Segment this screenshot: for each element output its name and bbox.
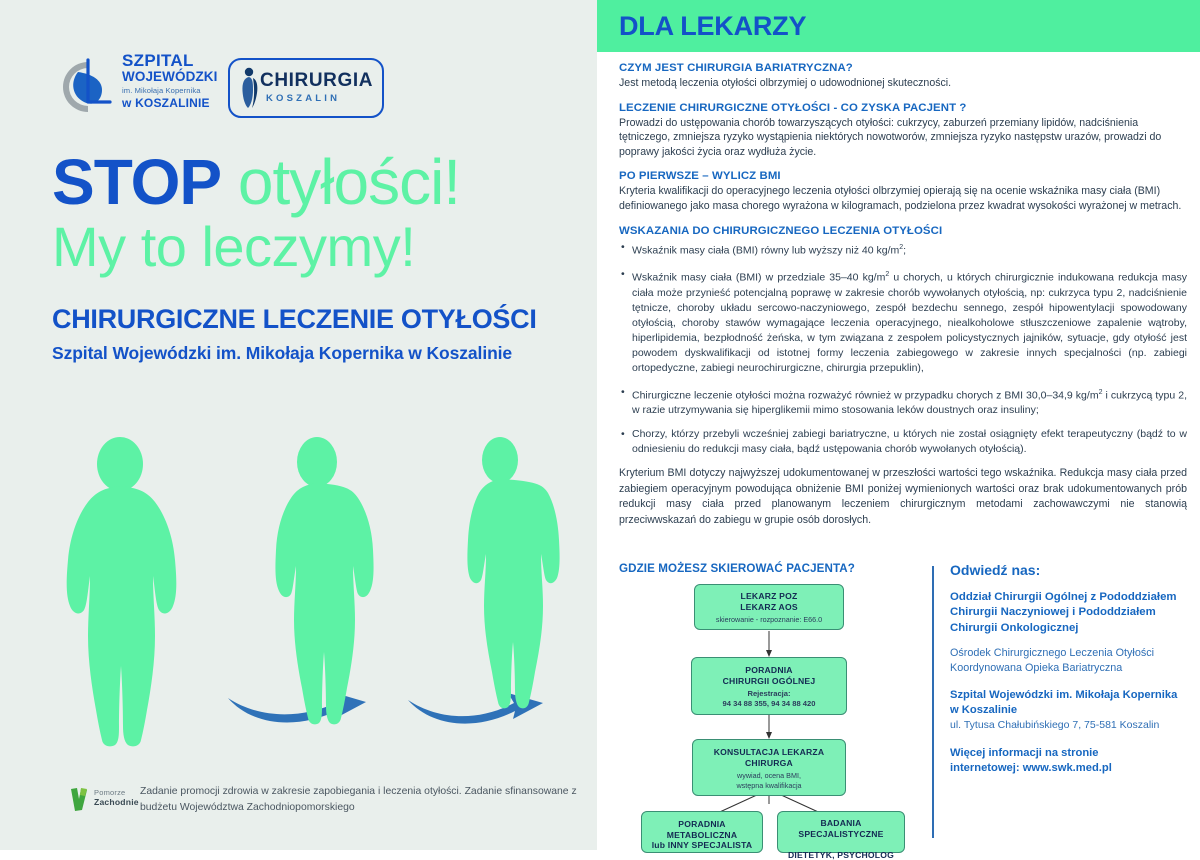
visit-address: ul. Tytusa Chałubińskiego 7, 75-581 Koszalin — [950, 719, 1160, 732]
flow-node-sub: wywiad, ocena BMI, wstępna kwalifikacja — [736, 771, 802, 790]
flow-node-konsultacja-chirurga — [692, 739, 846, 796]
indications-heading: WSKAZANIA DO CHIRURGICZNEGO LECZENIA OTYŁOŚCI — [619, 224, 943, 237]
headline-line1 — [52, 146, 592, 218]
flow-node-title: LEKARZ POZ LEKARZ AOS — [740, 591, 798, 612]
chirurgia-logo-subtitle: KOSZALIN — [266, 93, 341, 104]
visit-us-block — [932, 562, 1187, 850]
visit-website: Więcej informacji na stronie internetowej: www.swk.med.pl — [950, 747, 1112, 775]
chirurgia-logo-title: CHIRURGIA — [260, 70, 374, 91]
list-item: • Wskaźnik masy ciała (BMI) w przedziale 35–40 $kg/m^2$ u chorych, u których chirurgicznie indukowana redukcja masy ciała może przynieść potencjalną poprawę w zakresie chorób wywołanych otyłością, np: cukrzyca typu 2, nadciśnienie tętnicze, choroby układu sercowo-naczyniowego, zespół bezdechu sennego, zespół hipowentylacji spowodowany otyłością, choroby stawów wymagające leczenia operacyjnego, niealkoholowe stłuszczeniowe zapalenie wątroby, hiperlipidemia, bezpłodność żeńska, w tym związana z zespołem policystycznych jajników, sytuacje, gdy otyłość jest powodem dyskwalifikacji od istotnej formy leczenia zabiegowego w zakresie innych specjalności (np. zabiegi ortopedyczne, zabiegi neurochirurgiczne, chirurgia przepuklin), — [619, 267, 1187, 376]
chirurgia-koszalin-logo — [228, 58, 384, 118]
flow-node-poradnia-chirurgii — [691, 657, 847, 715]
flow-node-title: BADANIA SPECJALISTYCZNE DIETETYK, PSYCHOLOG — [788, 818, 894, 860]
right-panel — [597, 0, 1200, 860]
left-panel — [0, 0, 597, 850]
section-body: Jest metodą leczenia otyłości olbrzymiej o udowodnionej skuteczności. — [619, 77, 952, 89]
headline-subtitle-2: Szpital Wojewódzki im. Mikołaja Kopernika w Koszalinie — [52, 343, 513, 363]
flow-node-lekarz-poz — [694, 584, 844, 630]
body-silhouettes-graphic — [0, 430, 597, 760]
pomorze-zachodnie-logo — [68, 786, 139, 818]
flow-node-poradnia-metaboliczna — [641, 811, 763, 853]
silhouette-overweight — [275, 437, 373, 724]
section-body: Kryteria kwalifikacji do operacyjnego leczenia otyłości olbrzymiej opierają się na ocenie wskaźnika masy ciała (BMI) definiowanego jako masa chorego wyrażona w kilogramach, podzielona przez kwadrat wysokości wyrażonej w metrach. — [619, 185, 1182, 212]
headline-block — [52, 146, 592, 364]
hospital-logo-wordmark — [122, 52, 218, 111]
section-heading: PO PIERWSZE – WYLICZ BMI — [619, 170, 781, 183]
section-what-is — [619, 62, 1187, 91]
list-item: • Chirurgiczne leczenie otyłości można rozważyć również w przypadku chorych z BMI 30,0–34,9 $kg/m^2$ i cukrzycą typu 2, w razie utrzymywania się hiperglikemii mimo stosowania leków doustnych oraz insuliny; — [619, 385, 1187, 419]
headline-line2: My to leczymy! — [52, 215, 416, 278]
left-footer — [68, 786, 588, 834]
vertical-divider — [932, 566, 934, 838]
referral-flowchart — [619, 584, 919, 846]
list-item: • Chorzy, którzy przebyli wcześniej zabiegi bariatryczne, u których nie został osiągnięty efekt terapeutyczny (bądź to w odniesieniu do redukcji masy ciała, bądź ustępowania chorób wywołanych otyłością). — [619, 427, 1187, 457]
doctor-content — [619, 62, 1187, 539]
pomorze-leaf-icon — [68, 786, 92, 816]
flow-node-title: KONSULTACJA LEKARZA CHIRURGA — [713, 747, 825, 768]
headline-subtitle-1: CHIRURGICZNE LECZENIE OTYŁOŚCI — [52, 304, 537, 334]
hospital-logo-line1: SZPITAL — [122, 51, 194, 70]
logo-row — [58, 52, 388, 124]
hospital-logo-mark — [58, 56, 120, 118]
flow-node-sub: Rejestracja: 94 34 88 355, 94 34 88 420 — [722, 689, 816, 708]
section-heading: LECZENIE CHIRURGICZNE OTYŁOŚCI - CO ZYSKA PACJENT ? — [619, 101, 967, 114]
hospital-logo-line3: im. Mikołaja Kopernika — [122, 86, 201, 95]
visit-center: Ośrodek Chirurgicznego Leczenia Otyłości Koordynowana Opieka Bariatryczna — [950, 647, 1155, 674]
hospital-logo-line4: w KOSZALINIE — [122, 96, 210, 110]
pomorze-logo-line1: Pomorze — [94, 788, 126, 797]
section-bmi — [619, 170, 1187, 213]
flow-node-title: PORADNIA METABOLICZNA lub INNY SPECJALISTA — [651, 819, 753, 851]
silhouette-obese — [67, 437, 177, 746]
section-indications — [619, 225, 1187, 529]
list-item: • Wskaźnik masy ciała (BMI) równy lub wyższy niż 40 $kg/m^2$; — [619, 240, 1187, 259]
hospital-logo — [58, 52, 218, 124]
band-title: DLA LEKARZY — [619, 11, 807, 41]
headline-stop: STOP — [52, 146, 222, 218]
footer-funding-text: Zadanie promocji zdrowia w zakresie zapobiegania i leczenia otyłości. Zadanie sfinansowane z budżetu Województwa Zachodniopomorskiego — [140, 786, 577, 813]
indications-list — [619, 240, 1187, 458]
section-band — [597, 0, 1200, 52]
flow-node-title: PORADNIA CHIRURGII OGÓLNEJ — [722, 665, 816, 686]
flow-node-badania-specjalistyczne — [777, 811, 905, 860]
visit-hospital: Szpital Wojewódzki im. Mikołaja Kopernika w Koszalinie — [950, 689, 1178, 717]
headline-otylosci: otyłości! — [237, 146, 461, 218]
bottom-area — [619, 562, 1187, 860]
visit-heading: Odwiedź nas: — [950, 562, 1041, 578]
pomorze-logo-line2: Zachodnie — [94, 797, 139, 807]
hospital-logo-line2: WOJEWÓDZKI — [122, 69, 218, 84]
flow-node-sub: skierowanie - rozpoznanie: E66.0 — [715, 615, 823, 625]
surgeon-figure-icon — [240, 67, 262, 109]
silhouette-slim — [467, 437, 559, 708]
section-heading: CZYM JEST CHIRURGIA BARIATRYCZNA? — [619, 62, 853, 74]
indications-closing: Kryterium BMI dotyczy najwyższej udokumentowanej w przeszłości wartości tego wskaźnika. Redukcja masy ciała przed zabiegiem operacyjnym powodująca obniżenie BMI poniżej wymienionych wartości oraz brak udokumentowanych prób redukcji masy ciała przed planowanym leczeniem chirurgicznym metodami zachowawczymi nie stanowią przeciwwskazań do zabiegu w grupie osób dorosłych. — [619, 467, 1187, 526]
section-benefits — [619, 102, 1187, 160]
silhouettes-svg — [0, 430, 597, 760]
section-body: Prowadzi do ustępowania chorób towarzyszących otyłości: cukrzycy, zaburzeń przemiany lipidów, nadciśnienia tętniczego, zmniejsza ryzyko wystąpienia niektórych nowotworów, zmniejsza ryzyko następstw urazów, prowadzi do poprawy jakości życia oraz wydłuża życie. — [619, 116, 1162, 158]
visit-department: Oddział Chirurgii Ogólnej z Pododdziałem Chirurgii Naczyniowej i Pododdziałem Chirurgii Onkologicznej — [950, 591, 1177, 634]
visit-content — [950, 562, 1187, 776]
flowchart-heading: GDZIE MOŻESZ SKIEROWAĆ PACJENTA? — [619, 562, 855, 575]
